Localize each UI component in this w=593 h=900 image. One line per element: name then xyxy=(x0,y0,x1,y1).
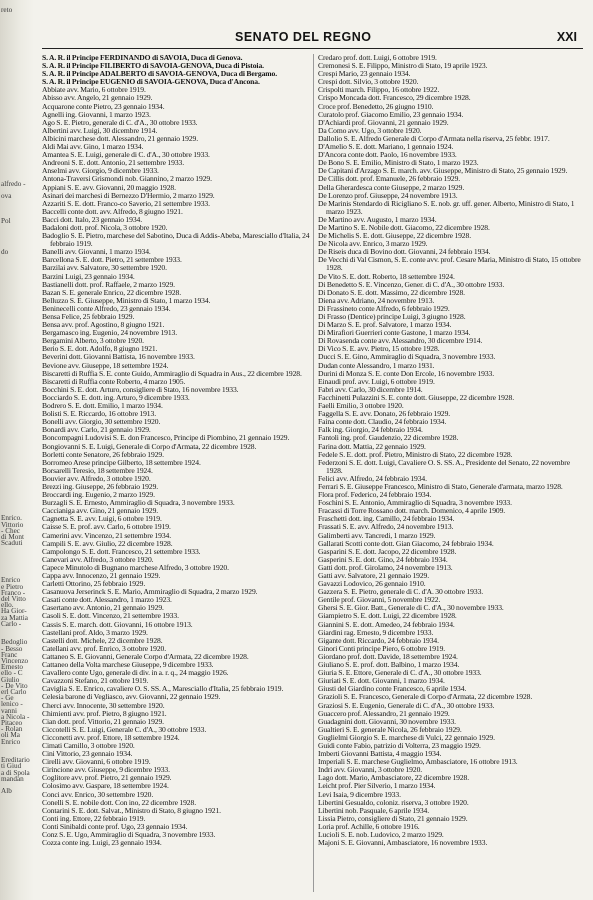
senator-entry: Andreoni S. E. dott. Antonio, 21 settembre 1933. xyxy=(42,158,185,168)
senator-entry: D'Ancora conte dott. Paolo, 16 novembre 1933. xyxy=(318,150,457,160)
senator-entry: Beninecelli conte Alfredo, 23 gennaio 1934. xyxy=(42,303,171,313)
senator-entry: Badaloni dott. prof. Nicola, 3 ottobre 1920. xyxy=(42,222,168,232)
senator-entry: De Vito S. E. dott. Roberto, 18 settembre 1924. xyxy=(318,271,455,281)
spine-text-fragment: - Chec xyxy=(1,526,20,535)
senator-entry: D'Amelio S. E. dott. Mariano, 1 gennaio 1924. xyxy=(318,142,454,152)
senator-entry: Biscaretti di Ruffia conte Roberto, 4 marzo 1905. xyxy=(42,376,186,386)
senator-entry: Asinari dei marchesi di Bernezzo D'Hermio, 2 marzo 1929. xyxy=(42,190,215,200)
senator-entry: Foschini S. E. Antonio, Ammiraglio di Squadra, 3 novembre 1933. xyxy=(318,498,512,508)
senator-entry: Boncompagni Ludovisi S. E. don Francesco, Principe di Piombino, 21 gennaio 1929. xyxy=(42,433,290,443)
column-divider xyxy=(313,54,314,892)
spine-text-fragment: Ernesto xyxy=(1,663,23,672)
senator-entry: Gigante dott. Riccardo, 24 febbraio 1934. xyxy=(318,635,439,645)
senator-entry: Borromeo Arese principe Gilberto, 18 settembre 1924. xyxy=(42,457,201,467)
spine-text-fragment: a di Spola xyxy=(1,768,30,777)
spine-text-fragment: do xyxy=(1,247,9,256)
senator-entry: Giardini rag. Ernesto, 9 dicembre 1933. xyxy=(318,627,434,637)
senator-entry: Da Como avv. Ugo, 3 ottobre 1920. xyxy=(318,125,422,135)
senator-entry: Diena avv. Adriano, 24 novembre 1913. xyxy=(318,295,435,305)
document-page xyxy=(40,0,590,900)
senator-entry: Di Benedetto S. E. Vincenzo, Gener. di C. d'A., 30 ottobre 1933. xyxy=(318,279,505,289)
senator-entry: Cozza conte ing. Luigi, 23 gennaio 1934. xyxy=(42,838,162,848)
spine-text-fragment: - Ge xyxy=(1,694,14,703)
senator-entry: Gazzera S. E. Pietro, generale di C. d'A. 30 ottobre 1933. xyxy=(318,587,484,597)
senator-entry: Indri avv. Giovanni, 3 ottobre 1920. xyxy=(318,765,423,775)
senator-entry: Bazan S. E. generale Enrico, 22 dicembre 1928. xyxy=(42,287,182,297)
senator-entry: Cian dott. prof. Vittorio, 21 gennaio 1929. xyxy=(42,716,164,726)
senator-entry: Frassati S. E. avv. Alfredo, 24 novembre 1913. xyxy=(318,522,454,532)
senator-entry: Leicht prof. Pier Silverio, 1 marzo 1934. xyxy=(318,781,436,791)
senator-entry: Credaro prof. dott. Luigi, 6 ottobre 1919. xyxy=(318,54,437,62)
senator-entry: Conti ing. Ettore, 22 febbraio 1919. xyxy=(42,813,146,823)
senator-entry: De Nicola avv. Enrico, 3 marzo 1929. xyxy=(318,239,428,249)
senator-entry: Badoglio S. E. Pietro, marchese del Sabotino, Duca di Addis-Abeba, Maresciallo d'Italia, 24 febbraio 1919. xyxy=(42,231,310,249)
spine-text-fragment: Enrico. xyxy=(1,514,22,523)
senator-entry: Curatolo prof. Giacomo Emilio, 23 gennaio 1934. xyxy=(318,109,464,119)
senator-entry: Giordano prof. dott. Davide, 18 settembre 1924. xyxy=(318,651,458,661)
senator-entry: Broccardi ing. Eugenio, 2 marzo 1929. xyxy=(42,490,155,500)
spine-text-fragment: reto xyxy=(1,6,13,14)
senator-entry: Coglitore avv. prof. Pietro, 21 gennaio 1929. xyxy=(42,773,172,783)
spine-text-fragment: Pitaceo xyxy=(1,719,23,727)
spine-text-fragment: mandan xyxy=(1,774,24,783)
senator-entry: Aldi Mai avv. Gino, 1 marzo 1934. xyxy=(42,142,144,152)
senator-entry: Barcellona S. E. dott. Pietro, 21 settembre 1933. xyxy=(42,255,182,265)
senator-entry: Einaudi prof. avv. Luigi, 6 ottobre 1919. xyxy=(318,376,435,386)
senator-entry: Di Rovasenda conte avv. Alessandro, 30 dicembre 1914. xyxy=(318,336,483,346)
senator-entry: Cavallero conte Ugo, generale di div. in a. r. q., 24 maggio 1926. xyxy=(42,668,229,678)
senator-entry: Giusti del Giardino conte Francesco, 6 aprile 1934. xyxy=(318,684,467,694)
spine-text-fragment: Vincenzo xyxy=(1,657,29,665)
senator-entry: Abbiate avv. Mario, 6 ottobre 1919. xyxy=(42,85,146,95)
senator-entry: Cirelli avv. Giovanni, 6 ottobre 1919. xyxy=(42,757,151,767)
senator-entry: Barzini Luigi, 23 gennaio 1934. xyxy=(42,271,135,281)
spine-text-fragment: - Rolan xyxy=(1,725,23,734)
senator-entry: Lago dott. Mario, Ambasciatore, 22 dicembre 1928. xyxy=(318,773,470,783)
senator-entry: Cagnetta S. E. avv. Luigi, 6 ottobre 1919. xyxy=(42,514,162,524)
senator-entry: Faina conte dott. Claudio, 24 febbraio 1934. xyxy=(318,417,447,427)
senator-entry: Fabri avv. Carlo, 30 dicembre 1914. xyxy=(318,384,423,394)
senator-entry: Giuliano S. E. prof. dott. Balbino, 1 marzo 1934. xyxy=(318,660,460,670)
senator-entry: Brezzi ing. Giuseppe, 26 febbraio 1929. xyxy=(42,481,159,491)
senator-entry: Gasperini S. E. dott. Gino, 24 febbraio 1934. xyxy=(318,554,448,564)
senator-entry: De Martino S. E. Nobile dott. Giacomo, 22 dicembre 1928. xyxy=(318,222,490,232)
senator-entry: Giannini S. E. dott. Amedeo, 24 febbraio 1934. xyxy=(318,619,455,629)
senator-entry: Camerini avv. Vincenzo, 21 settembre 1934. xyxy=(42,530,172,540)
senator-entry: Dallolio S. E. Alfredo Generale di Corpo d'Armata nella riserva, 25 febbr. 1917. xyxy=(318,133,550,143)
senator-entry: Abisso avv. Angelo, 21 gennaio 1929. xyxy=(42,93,153,103)
senator-entry: Caisse S. E. prof. avv. Carlo, 6 ottobre 1919. xyxy=(42,522,171,532)
senator-entry: Guaccero prof. Alessandro, 21 gennaio 1929. xyxy=(318,708,450,718)
senator-entry: Di Donato S. E. dott. Massimo, 22 dicembre 1928. xyxy=(318,287,465,297)
senator-entry: Gavazzi Lodovico, 26 gennaio 1910. xyxy=(318,579,426,589)
spine-text-fragment: Franc xyxy=(1,650,18,659)
senator-entry: Crispo Moncada dott. Francesco, 29 dicembre 1928. xyxy=(318,93,471,103)
senator-entry: Bonelli avv. Giorgio, 30 settembre 1920. xyxy=(42,417,161,427)
senator-entry: Di Mirafiori Guerrieri conte Gastone, 1 marzo 1934. xyxy=(318,328,471,338)
senator-entry: Cremonesi S. E. Filippo, Ministro di Stato, 19 aprile 1923. xyxy=(318,61,488,71)
senator-entry: Chimienti avv. prof. Pietro, 8 giugno 1921. xyxy=(42,708,167,718)
senator-entry: Bongiovanni S. E. Luigi, Generale di Corpo d'Armata, 22 dicembre 1928. xyxy=(42,441,257,451)
senator-entry: Gatti dott. prof. Girolamo, 24 novembre 1913. xyxy=(318,562,453,572)
senator-entry: Castellani prof. Aldo, 3 marzo 1929. xyxy=(42,627,148,637)
senator-entry: Levi Isaia, 9 dicembre 1933. xyxy=(318,789,401,799)
senator-entry: Casati conte dott. Alessandro, 1 marzo 1923. xyxy=(42,595,172,605)
senator-entry: Faggella S. E. avv. Donato, 26 febbraio 1929. xyxy=(318,409,451,419)
senator-entry: Bonardi avv. Carlo, 21 gennaio 1929. xyxy=(42,425,151,435)
senator-entry: Bastianelli dott. prof. Raffaele, 2 marzo 1929. xyxy=(42,279,175,289)
senator-entry: Contarini S. E. dott. Salvat., Ministro di Stato, 8 giugno 1921. xyxy=(42,805,221,815)
spine-text-fragment: Alb xyxy=(1,787,12,796)
senator-entry: De Lorenzo prof. Giuseppe, 24 novembre 1913. xyxy=(318,190,458,200)
spine-text-fragment: Giulio xyxy=(1,675,20,684)
left-column xyxy=(42,54,310,892)
senator-entry: Caviglia S. E. Enrico, cavaliere O. S. SS. A., Maresciallo d'Italia, 25 febbraio 1919. xyxy=(42,684,284,694)
senator-entry: Cavazzoni Stefano, 21 ottobre 1919. xyxy=(42,676,149,686)
senator-entry: Cherci avv. Innocente, 30 settembre 1920. xyxy=(42,700,165,710)
senator-entry: Baccelli conte dott. avv. Alfredo, 8 giugno 1921. xyxy=(42,206,183,216)
senator-entry: Bolisti S. E. Riccardo, 16 ottobre 1913. xyxy=(42,409,157,419)
senator-entry: Conci avv. Enrico, 30 settembre 1920. xyxy=(42,789,154,799)
senator-entry: Fracassi di Torre Rossano dott. march. Domenico, 4 aprile 1909. xyxy=(318,506,506,516)
spine-text-fragment: lenico - xyxy=(1,700,23,709)
senator-entry: Felici avv. Alfredo, 24 febbraio 1934. xyxy=(318,473,427,483)
spine-text-fragment: za Mattia xyxy=(1,613,28,622)
senator-entry: De Michelis S. E. dott. Giuseppe, 22 dicembre 1928. xyxy=(318,231,471,241)
page-header xyxy=(40,30,585,46)
senator-entry: Campili S. E. avv. Giulio, 22 dicembre 1928. xyxy=(42,538,173,548)
senator-entry: Borsarelli Teresio, 18 settembre 1924. xyxy=(42,465,153,475)
senator-entry: Libertini nob. Pasquale, 6 aprile 1934. xyxy=(318,805,430,815)
senator-entry: De Cillis dott. prof. Emanuele, 26 febbraio 1929. xyxy=(318,174,461,184)
senator-entry: Casertano avv. Antonio, 21 gennaio 1929. xyxy=(42,603,164,613)
senator-entry: Grazioli S. E. Francesco, Generale di Corpo d'Armata, 22 dicembre 1928. xyxy=(318,692,533,702)
senator-entry: Amantea S. E. Luigi, generale di C. d'A., 30 ottobre 1933. xyxy=(42,150,210,160)
senator-entry: Fantoli ing. prof. Gaudenzio, 22 dicembre 1928. xyxy=(318,433,459,443)
senator-entry: Ducci S. E. Gino, Ammiraglio di Squadra, 3 novembre 1933. xyxy=(318,352,496,362)
spine-text-fragment: Franco - xyxy=(1,588,26,597)
senator-entry: Dudan conte Alessandro, 1 marzo 1931. xyxy=(318,360,435,370)
spine-text-fragment: a Nicola - xyxy=(1,712,30,721)
senator-entry: Bodrero S. E. dott. Emilio, 1 marzo 1934. xyxy=(42,401,163,411)
senator-entry: Conz S. E. Ugo, Ammiraglio di Squadra, 3 novembre 1933. xyxy=(42,830,216,839)
senator-entry: Banelli avv. Giovanni, 1 marzo 1934. xyxy=(42,247,151,257)
spine-text-fragment: di Mont xyxy=(1,533,24,541)
spine-text-fragment: ova xyxy=(1,192,12,200)
senator-entry: Della Gherardesca conte Giuseppe, 2 marzo 1929. xyxy=(318,182,465,192)
senator-entry: Bergamini Alberto, 3 ottobre 1920. xyxy=(42,336,144,346)
senator-entry: Colosimo avv. Gaspare, 18 settembre 1924. xyxy=(42,781,169,791)
senator-entry: Bensa avv. prof. Agostino, 8 giugno 1921. xyxy=(42,320,165,330)
senator-entry: Cattaneo S. E. Giovanni, Generale Corpo d'Armata, 22 dicembre 1928. xyxy=(42,651,249,661)
senator-entry: S. A. R. il Principe ADALBERTO di SAVOIA-GENOVA, Duca di Bergamo. xyxy=(42,69,278,79)
spine-text-fragment: Bedoglio xyxy=(1,638,28,647)
senator-entry: Castelli dott. Michele, 22 dicembre 1928. xyxy=(42,635,163,645)
senator-entry: Conti Sinibaldi conte prof. Ugo, 23 gennaio 1934. xyxy=(42,821,188,831)
spine-text-fragment: e Pietro xyxy=(1,582,24,591)
senator-entry: Flora prof. Federico, 24 febbraio 1934. xyxy=(318,490,432,500)
senator-entry: Belluzzo S. E. Giuseppe, Ministro di Stato, 1 marzo 1934. xyxy=(42,295,211,305)
senator-entry: Cassis S. E. march. dott. Giovanni, 16 ottobre 1913. xyxy=(42,619,193,629)
senator-entry: Cirincione avv. Giuseppe, 9 dicembre 1933. xyxy=(42,765,170,775)
senator-entry: Cini Vittorio, 23 gennaio 1934. xyxy=(42,749,133,759)
senator-entry: Giuria S. E. Ettore, Generale di C. d'A., 30 ottobre 1933. xyxy=(318,668,482,678)
senator-entry: Lissia Pietro, consigliere di Stato, 21 gennaio 1929. xyxy=(318,813,468,823)
senator-entry: Bacci dott. Italo, 23 gennaio 1934. xyxy=(42,214,143,224)
spine-text-fragment: alfredo - xyxy=(1,179,26,188)
senator-entry: Majoni S. E. Giovanni, Ambasciatore, 16 novembre 1933. xyxy=(318,838,488,848)
senator-entry: Albertini avv. Luigi, 30 dicembre 1914. xyxy=(42,125,158,135)
senator-entry: Cappa avv. Innocenzo, 21 gennaio 1929. xyxy=(42,571,161,580)
spine-text-fragment: - Besso xyxy=(1,644,23,653)
page-number: XXI xyxy=(556,30,577,44)
senator-entry: Ghersi S. E. Gior. Batt., Generale di C. d'A., 30 novembre 1933. xyxy=(318,603,504,613)
senator-entry: Durini di Monza S. E. conte Don Ercole, 16 novembre 1933. xyxy=(318,368,495,378)
senator-entry: Ferrari S. E. Giuseppe Francesco, Ministro di Stato, Generale d'armata, marzo 1928. xyxy=(318,481,563,491)
senator-entry: Antona-Traversi Grismondi nob. Giannino, 2 marzo 1929. xyxy=(42,174,212,184)
senator-entry: Gallarati Scotti conte dott. Gian Giacomo, 24 febbraio 1934. xyxy=(318,538,494,548)
senator-entry: Libertini Gesualdo, coloniz. riserva, 3 ottobre 1920. xyxy=(318,797,469,807)
senator-entry: Giampietro S. E. dott. Luigi, 22 dicembre 1928. xyxy=(318,611,457,621)
senator-entry: Croce prof. Benedetto, 26 giugno 1910. xyxy=(318,101,434,111)
spine-text-fragment: Enrico xyxy=(1,737,21,746)
senator-entry: Carletti Ottorino, 25 febbraio 1929. xyxy=(42,579,146,589)
header-rule xyxy=(42,48,583,49)
senator-entry: De Marinis Stendardo di Ricigliano S. E. nob. gr. uff. gener. Alberto, Ministro di Stato, 1 marzo 1923. xyxy=(318,198,575,216)
senator-entry: Beverini dott. Giovanni Battista, 16 novembre 1933. xyxy=(42,352,195,362)
spine-text-fragment: del Vitto xyxy=(1,595,26,603)
senator-entry: S. A. R. il Principe FILIBERTO di SAVOIA-GENOVA, Duca di Pistoia. xyxy=(42,61,264,71)
senator-entry: S. A. R. il Principe EUGENIO di SAVOIA-GENOVA, Duca d'Ancona. xyxy=(42,77,260,87)
senator-entry: Caccianiga avv. Gino, 21 gennaio 1929. xyxy=(42,506,159,516)
senator-entry: Faelli Emilio, 3 ottobre 1920. xyxy=(318,401,404,411)
senator-entry: Ago S. E. Pietro, generale di C. d'A., 30 ottobre 1933. xyxy=(42,117,198,127)
spine-text-fragment: oli Ma xyxy=(1,731,20,740)
senator-entry: S. A. R. il Principe FERDINANDO di SAVOIA, Duca di Genova. xyxy=(42,54,243,62)
spine-text-fragment: Ha Gior- xyxy=(1,607,27,616)
senator-entry: Guglielmi Giorgio S. E. marchese di Vulci, 22 gennaio 1929. xyxy=(318,732,495,742)
spine-text-fragment: ello - C xyxy=(1,669,23,678)
senator-entry: De Bono S. E. Emilio, Ministro di Stato, 1 marzo 1923. xyxy=(318,158,479,168)
senator-entry: Facchinetti Pulazzini S. E. conte dott. Giuseppe, 22 dicembre 1928. xyxy=(318,392,515,402)
senator-entry: Borletti conte Senatore, 26 febbraio 1929. xyxy=(42,449,164,459)
senator-entry: Casoli S. E. dott. Vincenzo, 21 settembre 1933. xyxy=(42,611,179,621)
spine-text-fragment: Pol xyxy=(1,216,11,225)
senator-entry: Ciccotelli S. E. Luigi, Generale C. d'A., 30 ottobre 1933. xyxy=(42,724,207,734)
senator-entry: Giuriati S. E. dott. Giovanni, 1 marzo 1934. xyxy=(318,676,445,686)
senator-entry: Albicini marchese dott. Alessandro, 21 gennaio 1929. xyxy=(42,133,199,143)
senator-entry: Anselmi avv. Giorgio, 9 dicembre 1933. xyxy=(42,166,159,176)
senator-entry: Cicconetti avv. prof. Ettore, 18 settembre 1924. xyxy=(42,732,180,742)
senator-entry: Di Vico S. E. avv. Pietro, 15 ottobre 1928. xyxy=(318,344,440,354)
senator-entry: Gentile prof. Giovanni, 5 novembre 1922. xyxy=(318,595,441,605)
senator-entry: Appiani S. E. avv. Giovanni, 20 maggio 1928. xyxy=(42,182,176,192)
senator-entry: Lucioli S. E. nob. Ludovico, 2 marzo 1929. xyxy=(318,830,444,839)
senator-entry: Gualtieri S. E. generale Nicola, 26 febbraio 1929. xyxy=(318,724,462,734)
senator-entry: Bocciardo S. E. dott. ing. Arturo, 9 dicembre 1933. xyxy=(42,392,190,402)
book-spine-margin xyxy=(0,0,34,900)
senator-entry: Campolongo S. E. dott. Francesco, 21 settembre 1933. xyxy=(42,546,201,556)
senator-entry: Imberti Giovanni Battista, 4 maggio 1934. xyxy=(318,749,442,759)
senator-entry: D'Achiardi prof. Giovanni, 21 gennaio 1929. xyxy=(318,117,449,127)
senator-entry: Di Frassineto conte Alfredo, 6 febbraio 1929. xyxy=(318,303,450,313)
spine-text-fragment: Vittorio xyxy=(1,520,24,529)
senator-entry: Bevione avv. Giuseppe, 18 settembre 1924. xyxy=(42,360,169,370)
senator-entry: Casanuova Jerserinck S. E. Mario, Ammiraglio di Squadra, 2 marzo 1929. xyxy=(42,587,258,597)
senator-entry: Di Frasso (Dentice) principe Luigi, 3 giugno 1928. xyxy=(318,312,466,321)
page-title: SENATO DEL REGNO xyxy=(235,30,372,44)
senator-entry: Bouvier avv. Alfredo, 3 ottobre 1920. xyxy=(42,473,151,483)
senator-entry: Acquarone conte Pietro, 23 gennaio 1934. xyxy=(42,101,165,111)
senator-entry: Galimberti avv. Tancredi, 1 marzo 1929. xyxy=(318,530,436,540)
senator-entry: Guidi conte Fabio, patrizio di Volterra, 23 maggio 1929. xyxy=(318,740,481,750)
spine-text-fragment: Carlo - xyxy=(1,619,22,628)
spine-text-fragment: ti Giud xyxy=(1,762,22,771)
spine-text-fragment: Ereditario xyxy=(1,756,30,765)
spine-text-fragment: vanni xyxy=(1,706,17,715)
right-column xyxy=(318,54,586,892)
senator-entry: Loria prof. Achille, 6 ottobre 1916. xyxy=(318,821,420,831)
spine-text-fragment: erl Carlo xyxy=(1,688,27,696)
senator-entry: Catellani avv. prof. Enrico, 3 ottobre 1920. xyxy=(42,643,167,653)
senator-entry: Ginori Conti principe Piero, 6 ottobre 1919. xyxy=(318,643,446,653)
senator-entry: Cimati Camillo, 3 ottobre 1920. xyxy=(42,740,135,750)
senator-entry: Berio S. E. dott. Adolfo, 8 giugno 1921. xyxy=(42,344,158,354)
senator-entry: Fedele S. E. dott. prof. Pietro, Ministro di Stato, 22 dicembre 1928. xyxy=(318,449,513,459)
senator-entry: Crespi dott. Silvio, 3 ottobre 1920. xyxy=(318,77,419,87)
senator-entry: Conelli S. E. nobile dott. Con ino, 22 dicembre 1928. xyxy=(42,797,196,807)
senator-entry: Cattaneo della Volta marchese Giuseppe, 9 dicembre 1933. xyxy=(42,660,214,670)
senator-entry: Bensa Felice, 25 febbraio 1929. xyxy=(42,312,135,321)
senator-entry: Guadagnini dott. Giovanni, 30 novembre 1933. xyxy=(318,716,456,726)
spine-text-fragment: - De Vito xyxy=(1,681,28,690)
senator-entry: Celesia barone di Vegliasco, avv. Giovanni, 22 gennaio 1929. xyxy=(42,692,221,702)
spine-text-fragment: ello. xyxy=(1,601,14,610)
senator-entry: De Vecchi di Val Cismon, S. E. conte avv. prof. Cesare Maria, Ministro di Stato, 15 ottobre 1928. xyxy=(318,255,581,273)
senator-entry: Agnelli ing. Giovanni, 1 marzo 1923. xyxy=(42,109,151,119)
senator-entry: Crispolti march. Filippo, 16 ottobre 1922. xyxy=(318,85,440,95)
senator-entry: Crespi Mario, 23 gennaio 1934. xyxy=(318,69,411,79)
senator-entry: Bergamasco ing. Eugenio, 24 novembre 1913. xyxy=(42,328,178,338)
senator-entry: De Riseis duca di Bovino dott. Giovanni, 24 febbraio 1934. xyxy=(318,247,491,257)
senator-entry: Bocchini S. E. dott. Arturo, consigliere di Stato, 16 novembre 1933. xyxy=(42,384,239,394)
senator-entry: Graziosi S. E. Eugenio, Generale di C. d'A., 30 ottobre 1933. xyxy=(318,700,495,710)
spine-text-fragment: Enrico xyxy=(1,576,21,585)
senator-entry: Federzoni S. E. dott. Luigi, Cavaliere O. S. SS. A., Presidente del Senato, 22 novembre 1928. xyxy=(318,457,570,475)
senator-entry: Canevari avv. Alfredo, 3 ottobre 1920. xyxy=(42,554,154,564)
senator-entry: Falk ing. Giorgio, 24 febbraio 1934. xyxy=(318,425,423,435)
senator-entry: Biscaretti di Ruffia S. E. conte Guido, Ammiraglio di Squadra in Aus., 22 dicembre 1928. xyxy=(42,368,302,378)
senator-entry: Farina dott. Mattia, 22 gennaio 1929. xyxy=(318,441,426,451)
senator-entry: Fraschetti dott. ing. Camillo, 24 febbraio 1934. xyxy=(318,514,455,524)
senator-entry: Burzagli S. E. Ernesto, Ammiraglio di Squadra, 3 novembre 1933. xyxy=(42,498,235,508)
spine-text-fragment: Scaduti xyxy=(1,539,23,548)
senator-entry: Gasparini S. E. dott. Jacopo, 22 dicembre 1928. xyxy=(318,546,457,556)
senator-entry: De Martino avv. Augusto, 1 marzo 1934. xyxy=(318,214,437,224)
senator-entry: Azzariti S. E. dott. Franco-co Saverio, 21 settembre 1933. xyxy=(42,198,210,208)
senator-entry: Gatti avv. Salvatore, 21 gennaio 1929. xyxy=(318,571,430,580)
senator-entry: Barzilai avv. Salvatore, 30 settembre 1920. xyxy=(42,263,167,273)
senator-entry: Di Marzo S. E. prof. Salvatore, 1 marzo 1934. xyxy=(318,320,452,330)
senator-entry: De Capitani d'Arzago S. E. march. avv. Giuseppe, Ministro di Stato, 25 gennaio 1929. xyxy=(318,166,568,176)
senator-entry: Capece Minutolo di Bugnano marchese Alfredo, 3 ottobre 1920. xyxy=(42,562,229,572)
senator-entry: Imperiali S. E. marchese Guglielmo, Ambasciatore, 16 ottobre 1913. xyxy=(318,757,518,767)
